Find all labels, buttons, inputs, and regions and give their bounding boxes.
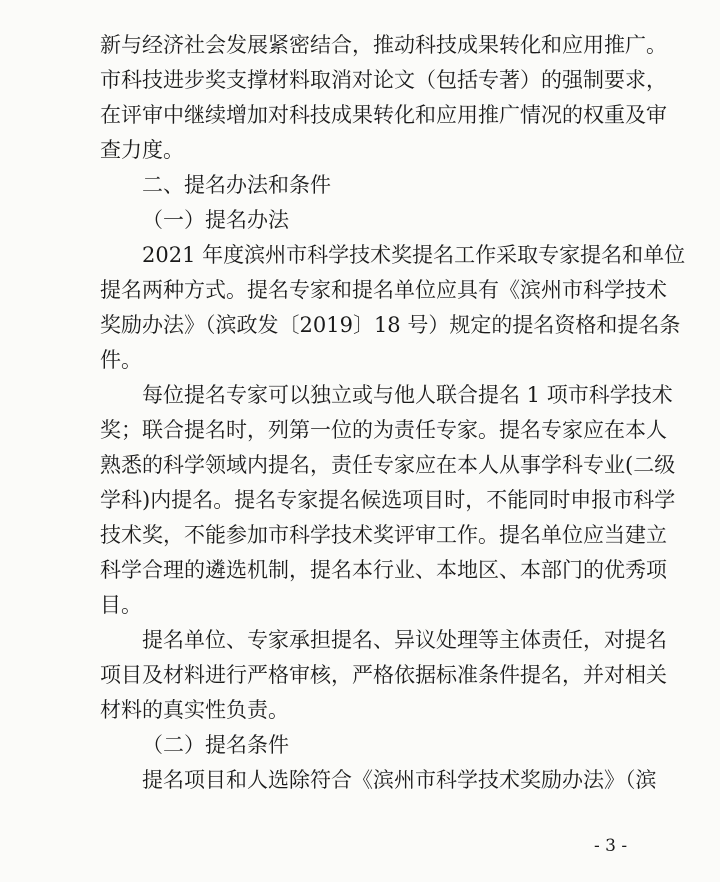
responsibility-line-1: 提名单位、专家承担提名、异议处理等主体责任，对提名 — [142, 628, 667, 652]
expert-line-2: 奖；联合提名时，列第一位的为责任专家。提名专家应在本人 — [100, 418, 667, 442]
responsibility-line-3: 材料的真实性负责。 — [100, 698, 289, 722]
method-line-4: 件。 — [100, 348, 142, 372]
method-line-1: 2021 年度滨州市科学技术奖提名工作采取专家提名和单位 — [142, 243, 686, 267]
page-number: - 3 - — [594, 836, 628, 856]
expert-line-3: 熟悉的科学领域内提名，责任专家应在本人从事学科专业(二级 — [100, 453, 676, 477]
intro-line-4: 查力度。 — [100, 138, 184, 162]
subheading-conditions: （二）提名条件 — [142, 733, 289, 757]
expert-line-4: 学科)内提名。提名专家提名候选项目时，不能同时申报市科学 — [100, 488, 676, 512]
expert-line-7: 目。 — [100, 593, 142, 617]
method-line-3: 奖励办法》（滨政发〔2019〕18 号）规定的提名资格和提名条 — [100, 313, 681, 337]
method-line-2: 提名两种方式。提名专家和提名单位应具有《滨州市科学技术 — [100, 278, 667, 302]
intro-line-2: 市科技进步奖支撑材料取消对论文（包括专著）的强制要求， — [100, 68, 667, 92]
responsibility-line-2: 项目及材料进行严格审核，严格依据标准条件提名，并对相关 — [100, 663, 667, 687]
section-heading: 二、提名办法和条件 — [142, 173, 331, 197]
intro-line-1: 新与经济社会发展紧密结合，推动科技成果转化和应用推广。 — [100, 33, 667, 57]
intro-line-3: 在评审中继续增加对科技成果转化和应用推广情况的权重及审 — [100, 103, 667, 127]
subheading-method: （一）提名办法 — [142, 208, 289, 232]
expert-line-5: 技术奖，不能参加市科学技术奖评审工作。提名单位应当建立 — [100, 523, 667, 547]
expert-line-6: 科学合理的遴选机制，提名本行业、本地区、本部门的优秀项 — [100, 558, 667, 582]
expert-line-1: 每位提名专家可以独立或与他人联合提名 1 项市科学技术 — [142, 383, 673, 407]
conditions-line-1: 提名项目和人选除符合《滨州市科学技术奖励办法》（滨 — [142, 768, 657, 792]
